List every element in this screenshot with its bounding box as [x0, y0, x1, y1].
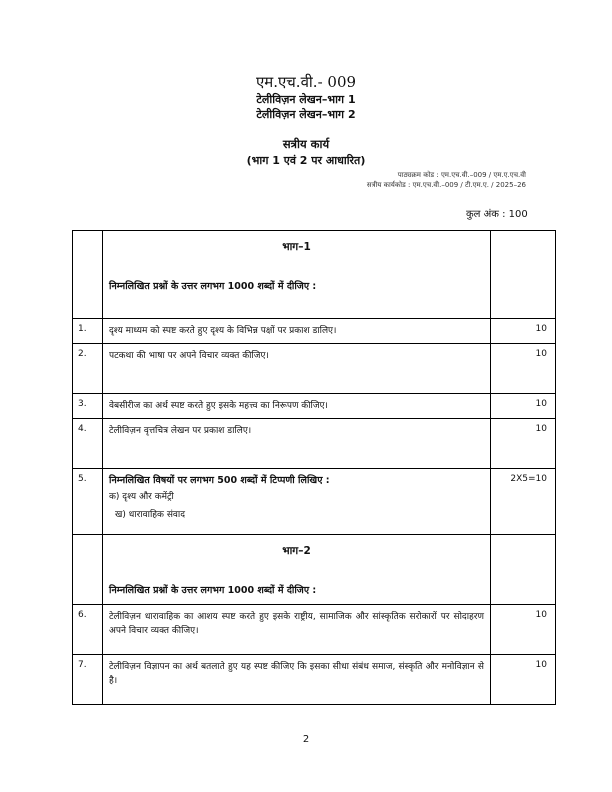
question-marks: 10 [491, 319, 556, 344]
question-text: दृश्य माध्यम को स्पष्ट करते हुए दृश्य के विभिन्न पक्षों पर प्रकाश डालिए। [103, 319, 491, 344]
section-instruction: निम्नलिखित प्रश्नों के उत्तर लगभग 1000 शब्दों में दीजिए : [109, 281, 317, 292]
table-row [73, 419, 556, 469]
total-marks: कुल अंक : 100 [466, 209, 528, 220]
question-table [72, 230, 556, 705]
question-marks: 10 [491, 344, 556, 394]
question-text: वेबसीरीज का अर्थ स्पष्ट करते हुए इसके महत्त्व का निरूपण कीजिए। [103, 394, 491, 419]
table-row [73, 605, 556, 655]
question-number: 3. [73, 394, 103, 419]
program-code: पाठ्यक्रम कोड : एम.एच.वी.–009 / एम.ए.एच.वी [397, 171, 526, 179]
question-number: 7. [73, 655, 103, 705]
section-title: भाग–1 [282, 241, 311, 253]
question-marks: 10 [491, 419, 556, 469]
course-code: एम.एच.वी.- 009 [255, 73, 357, 91]
sub-question-b: ख) धारावाहिक संवाद [115, 510, 186, 520]
table-row [73, 655, 556, 705]
question-text: टेलीविज़न धारावाहिक का आशय स्पष्ट करते हुए इसके राष्ट्रीय, सामाजिक और सांस्कृतिक सरोकारों पर सोदाहरण अपने विचार व्यक्त कीजिए। [103, 605, 491, 655]
question-marks: 10 [491, 605, 556, 655]
table-row [73, 469, 556, 535]
page-number: 2 [302, 734, 310, 745]
question-text: टेलीविज़न विज्ञापन का अर्थ बतलाते हुए यह स्पष्ट कीजिए कि इसका सीधा संबंध समाज, संस्कृति और मनोविज्ञान से है। [103, 655, 491, 705]
table-row [73, 344, 556, 394]
question-marks: 10 [491, 655, 556, 705]
assignment-code: सत्रीय कार्यकोड : एम.एच.वी.–009 / टी.एम.ए. / 2025–26 [366, 181, 526, 189]
title-line-1: टेलीविज़न लेखन–भाग 1 [256, 93, 356, 106]
table-row [73, 394, 556, 419]
section-header-part1 [73, 231, 556, 319]
table-row [73, 319, 556, 344]
question-number: 2. [73, 344, 103, 394]
section-title: भाग–2 [282, 545, 311, 557]
question-number: 1. [73, 319, 103, 344]
question-marks: 10 [491, 394, 556, 419]
question-text: पटकथा की भाषा पर अपने विचार व्यक्त कीजिए। [103, 344, 491, 394]
question-text: निम्नलिखित विषयों पर लगभग 500 शब्दों में टिप्पणी लिखिए : [109, 475, 330, 486]
question-number: 4. [73, 419, 103, 469]
title-line-2: टेलीविज़न लेखन–भाग 2 [256, 108, 356, 121]
assignment-title: सत्रीय कार्य [282, 137, 330, 151]
section-instruction: निम्नलिखित प्रश्नों के उत्तर लगभग 1000 शब्दों में दीजिए : [109, 585, 317, 596]
question-marks: 2X5=10 [491, 469, 556, 535]
question-text: टेलीविज़न वृत्तचित्र लेखन पर प्रकाश डालिए। [103, 419, 491, 469]
assignment-subtitle: (भाग 1 एवं 2 पर आधारित) [246, 154, 366, 167]
section-header-part2 [73, 535, 556, 605]
question-number: 6. [73, 605, 103, 655]
sub-question-a: क) दृश्य और कमेंट्री [109, 492, 174, 502]
question-number: 5. [73, 469, 103, 535]
